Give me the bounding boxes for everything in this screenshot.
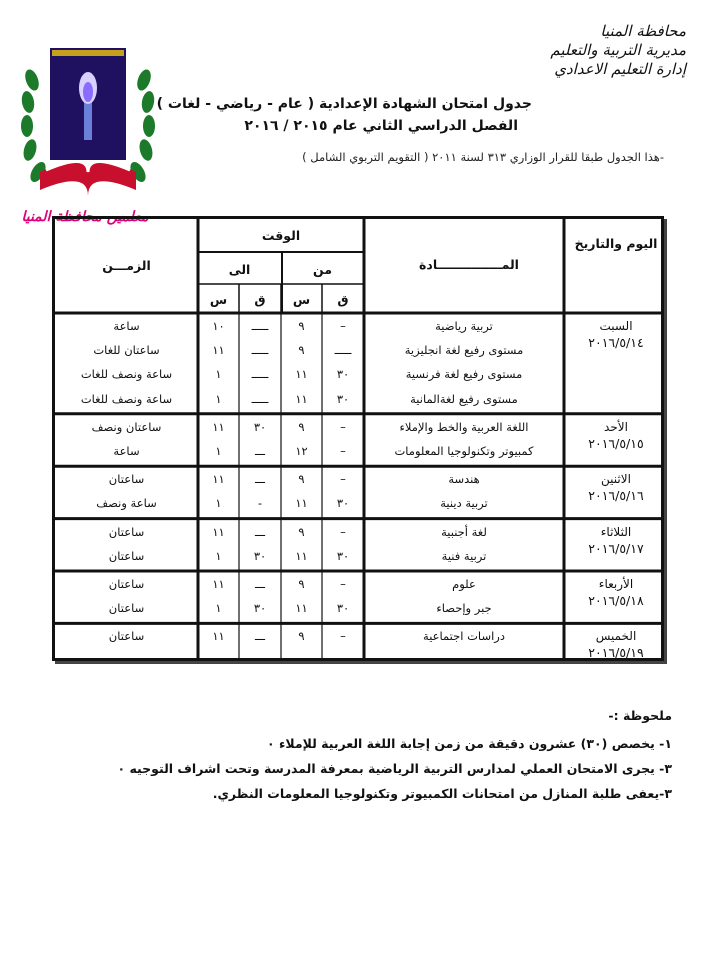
from-hour-cell: ٩ [298, 319, 305, 333]
to-hour-cell: ١٠ [212, 319, 225, 333]
to-hour-cell: ١١ [212, 472, 225, 487]
header-to: الى [228, 262, 251, 277]
from-minute-cell: ٣٠ [336, 601, 350, 616]
to-minute-cell: ٣٠ [253, 548, 267, 563]
header-to-q: ق [254, 292, 266, 307]
to-minute-cell: ٣٠ [253, 601, 267, 616]
duration-cell: ساعة ونصف للغات [80, 367, 173, 382]
from-minute-cell: – [340, 319, 346, 333]
to-hour-cell: ١ [215, 444, 222, 458]
subject-cell: تربية دينية [440, 496, 488, 511]
subject-cell: جبر وإحصاء [436, 601, 492, 616]
from-hour-cell: ١٢ [295, 444, 308, 458]
from-minute-cell: ٣٠ [336, 367, 350, 382]
from-hour-cell: ٩ [298, 343, 305, 358]
to-hour-cell: ١١ [212, 629, 225, 644]
from-hour-cell: ٩ [298, 472, 305, 487]
subject-cell: دراسات اجتماعية [423, 629, 505, 644]
day-name: الأحد [604, 419, 628, 434]
from-minute-cell: ـــــ [334, 343, 352, 358]
subject-cell: تربية فنية [441, 548, 487, 563]
from-hour-cell: ٩ [298, 524, 305, 539]
header-to-s: س [209, 292, 228, 307]
to-minute-cell: ٣٠ [253, 419, 267, 434]
subject-cell: علوم [452, 577, 476, 591]
subject-cell: مستوى رفيع لغة انجليزية [404, 343, 524, 358]
duration-cell: ساعة [113, 444, 140, 458]
duration-cell: ساعتان [108, 629, 145, 644]
day-date: ٢٠١٦/٥/١٦ [588, 488, 644, 504]
to-minute-cell: ـــــ [251, 319, 269, 333]
to-hour-cell: ١ [215, 367, 222, 382]
from-hour-cell: ١١ [295, 391, 308, 406]
from-minute-cell: – [340, 444, 346, 458]
to-minute-cell: - [257, 496, 263, 511]
authority-line: مديرية التربية والتعليم [550, 41, 686, 59]
note-item: ٣- يجرى الامتحان العملي لمدارس التربية الرياضية بمعرفة المدرسة وتحت اشراف التوجيه ٠ [117, 761, 672, 776]
from-hour-cell: ١١ [295, 548, 308, 563]
day-date: ٢٠١٦/٥/١٩ [588, 645, 644, 661]
duration-cell: ساعة [113, 319, 140, 333]
subject-cell: مستوى رفيع لغةالمانية [410, 391, 518, 406]
header-from-s: س [292, 292, 311, 307]
duration-cell: ساعتان [108, 577, 145, 591]
duration-cell: ساعة ونصف [96, 496, 157, 511]
header-subject: المـــــــــــــــادة [419, 257, 519, 272]
header-from: من [313, 262, 332, 277]
day-name: السبت [599, 319, 633, 333]
header-from-q: ق [337, 292, 349, 307]
subject-cell: لغة أجنبية [441, 524, 487, 539]
from-hour-cell: ١١ [295, 367, 308, 382]
from-hour-cell: ١١ [295, 601, 308, 616]
duration-cell: ساعة ونصف للغات [80, 391, 173, 406]
subject-cell: هندسة [448, 472, 480, 487]
to-minute-cell: ـــ [254, 472, 266, 487]
from-minute-cell: ٣٠ [336, 391, 350, 406]
day-date: ٢٠١٦/٥/١٤ [588, 335, 644, 350]
duration-cell: ساعتان [108, 548, 145, 563]
from-hour-cell: ٩ [298, 629, 305, 644]
from-hour-cell: ١١ [295, 496, 308, 511]
from-minute-cell: – [340, 524, 346, 539]
from-minute-cell: ٣٠ [336, 496, 350, 511]
day-date: ٢٠١٦/٥/١٨ [588, 593, 644, 608]
to-hour-cell: ١١ [212, 419, 225, 434]
to-minute-cell: ـــــ [251, 391, 269, 406]
logo-caption: معلمين محافظة المنيا [21, 209, 149, 225]
exam-title: جدول امتحان الشهادة الإعدادية ( عام - رياضي - لغات ) [156, 96, 532, 112]
day-date: ٢٠١٦/٥/١٥ [588, 435, 644, 451]
to-hour-cell: ١ [215, 548, 222, 563]
day-name: الخميس [595, 629, 637, 644]
authority-line: إدارة التعليم الاعدادي [554, 60, 686, 78]
header-duration: الزمـــن [102, 258, 151, 273]
day-name: الثلاثاء [600, 524, 632, 539]
from-minute-cell: – [340, 419, 346, 434]
from-hour-cell: ٩ [298, 577, 305, 591]
to-minute-cell: ـــ [254, 577, 266, 591]
authority-line: محافظة المنيا [600, 22, 686, 40]
duration-cell: ساعتان [108, 472, 145, 487]
to-hour-cell: ١١ [212, 524, 225, 539]
from-minute-cell: ٣٠ [336, 548, 350, 563]
duration-cell: ساعتان ونصف [91, 419, 162, 434]
to-hour-cell: ١١ [212, 343, 225, 358]
to-minute-cell: ـــ [254, 629, 266, 644]
term-title: الفصل الدراسي الثاني عام ٢٠١٥ / ٢٠١٦ [244, 118, 518, 134]
day-date: ٢٠١٦/٥/١٧ [588, 540, 644, 556]
subject-cell: كمبيوتر وتكنولوجيا المعلومات [394, 444, 534, 458]
to-hour-cell: ١ [215, 391, 222, 406]
from-minute-cell: – [340, 472, 346, 487]
decision-note: -هذا الجدول طبقا للقرار الوزاري ٣١٣ لسنة ٢٠١١ ( التقويم التربوي الشامل ) [302, 150, 664, 164]
duration-cell: ساعتان [108, 601, 145, 616]
day-name: الاثنين [601, 472, 631, 487]
header-time: الوقت [261, 228, 301, 243]
subject-cell: اللغة العربية والخط والإملاء [399, 419, 529, 434]
duration-cell: ساعتان [108, 524, 145, 539]
day-name: الأربعاء [598, 577, 634, 591]
to-minute-cell: ـــ [254, 524, 266, 539]
to-hour-cell: ١١ [212, 577, 225, 591]
from-minute-cell: – [340, 577, 346, 591]
to-hour-cell: ١ [215, 496, 222, 511]
to-hour-cell: ١ [215, 601, 222, 616]
note-item: ١- يخصص (٣٠) عشرون دقيقة من زمن إجابة اللغة العربية للإملاء ٠ [266, 736, 672, 751]
from-minute-cell: – [340, 629, 346, 644]
to-minute-cell: ـــــ [251, 367, 269, 382]
notes-title: ملحوظة :- [608, 708, 672, 723]
from-hour-cell: ٩ [298, 419, 305, 434]
duration-cell: ساعتان للغات [93, 343, 160, 358]
note-item: ٣-يعفى طلبة المنازل من امتحانات الكمبيوتر وتكنولوجيا المعلومات النظري. [212, 786, 672, 801]
header-day-date: اليوم والتاريخ [574, 236, 658, 251]
subject-cell: تربية رياضية [435, 319, 493, 333]
to-minute-cell: ـــــ [251, 343, 269, 358]
subject-cell: مستوى رفيع لغة فرنسية [405, 367, 523, 382]
to-minute-cell: ـــ [254, 444, 266, 458]
